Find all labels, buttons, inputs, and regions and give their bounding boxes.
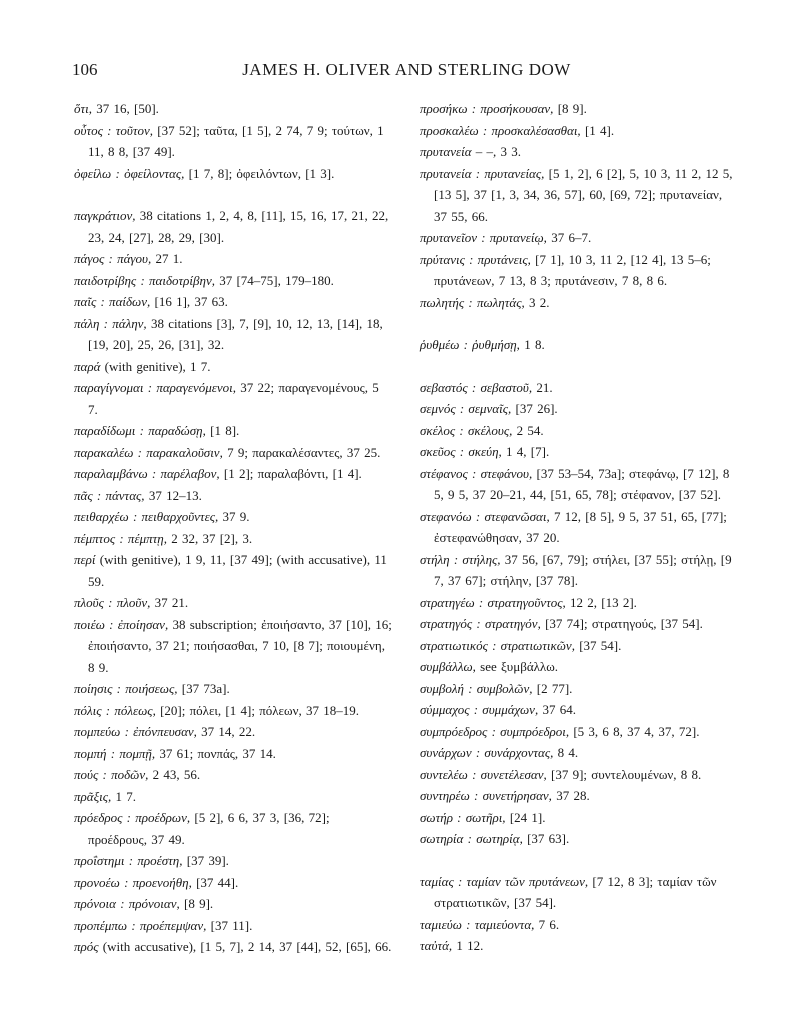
index-entry xyxy=(420,420,738,442)
index-entry xyxy=(74,248,392,270)
entry-headword: παρακαλέω : παρακαλοῦσιν, xyxy=(74,444,223,460)
entry-references: 37 28. xyxy=(551,788,590,803)
entry-headword: προΐστημι : προέστη, xyxy=(74,853,183,868)
entry-references: 37 6–7. xyxy=(546,230,592,245)
entry-headword: συμπρόεδρος : συμπρόεδροι, xyxy=(420,723,570,739)
index-entry xyxy=(420,398,738,420)
index-entry xyxy=(420,292,738,314)
index-entry xyxy=(74,592,392,614)
index-entry xyxy=(74,120,392,163)
index-entry xyxy=(74,614,392,679)
entry-headword: πόλις : πόλεως, xyxy=(74,702,156,718)
entry-references: (with genitive), 1 7. xyxy=(100,358,211,374)
index-entry xyxy=(420,592,738,614)
entry-references: 2 32, 37 [2], 3. xyxy=(166,530,253,546)
entry-references: 38 citations 1, 2, 4, 8, [11], 15, 16, 17, 21, 22, 23, 24, [27], 28, 29, [30]. xyxy=(88,208,389,245)
index-entry xyxy=(420,635,738,657)
index-entry xyxy=(420,914,738,936)
index-entry xyxy=(420,334,738,356)
index-entry xyxy=(74,420,392,442)
entry-references: [20]; πόλει, [1 4]; πόλεων, 37 18–19. xyxy=(155,702,359,718)
entry-headword: πρυτανεῖον : πρυτανείῳ, xyxy=(420,230,547,245)
index-entry xyxy=(74,528,392,550)
entry-references: [37 11]. xyxy=(206,917,253,933)
entry-headword: προσήκω : προσήκουσαν, xyxy=(420,101,554,116)
entry-references: [37 74]; στρατηγούς, [37 54]. xyxy=(540,616,703,631)
entry-headword: πᾶς : πάντας, xyxy=(74,487,145,503)
entry-headword: ταμιεύω : ταμιεύοντα, xyxy=(420,916,535,932)
index-entry xyxy=(420,699,738,721)
entry-headword: στρατιωτικός : στρατιωτικῶν, xyxy=(420,637,575,653)
entry-headword: ὅτι, xyxy=(74,101,93,116)
entry-references: [5 1, 2], 6 [2], 5, 10 3, 11 2, 12 5, [13 5], 37 [1, 3, 34, 36, 57], 60, [69, 72]; πρυτανείαν, 37 55, 66. xyxy=(434,165,733,224)
entry-headword: πρύτανις : πρυτάνεις, xyxy=(420,251,531,267)
entry-headword: παραδίδωμι : παραδώσῃ, xyxy=(74,423,206,438)
entry-headword: πέμπτος : πέμπτῃ, xyxy=(74,530,167,546)
entry-headword: ταμίας : ταμίαν τῶν πρυτάνεων, xyxy=(420,873,589,889)
page-header xyxy=(72,60,741,86)
entry-headword: συνάρχων : συνάρχοντας, xyxy=(420,745,554,760)
entry-references: [24 1]. xyxy=(505,809,546,825)
index-entry xyxy=(420,807,738,829)
entry-references: 1 12. xyxy=(452,938,484,953)
index-entry xyxy=(420,742,738,764)
entry-headword: ταὐτά, xyxy=(420,938,453,953)
index-entry xyxy=(74,936,392,958)
entry-references: 37 [74–75], 179–180. xyxy=(214,272,334,288)
entry-references: 37 9. xyxy=(218,509,250,524)
entry-references: [37 63]. xyxy=(522,831,570,846)
index-entry xyxy=(74,700,392,722)
entry-references: 37 14, 22. xyxy=(196,724,256,739)
entry-headword: συμβολή : συμβολῶν, xyxy=(420,680,533,696)
index-entry xyxy=(74,721,392,743)
index-entry xyxy=(420,721,738,743)
index-entry xyxy=(74,807,392,850)
entry-references: [1 8]. xyxy=(205,423,240,438)
entry-references: [7 1], 10 3, 11 2, [12 4], 13 5–6; πρυτάνεων, 7 13, 8 3; πρυτάνεσιν, 7 8, 8 6. xyxy=(434,251,711,288)
entry-references: [8 9]. xyxy=(179,896,214,911)
entry-references: [7 12, 8 3]; ταμίαν τῶν στρατιωτικῶν, [37 54]. xyxy=(434,873,717,910)
entry-references: [37 53–54, 73a]; στεφάνῳ, [7 12], 8 5, 9 5, 37 20–21, 44, [51, 65, 78]; στέφανον, [37 52]. xyxy=(434,465,730,502)
section-gap xyxy=(420,313,738,334)
index-entry xyxy=(420,613,738,635)
entry-references: [1 2]; παραλαβόντι, [1 4]. xyxy=(219,466,362,481)
index-entry xyxy=(74,463,392,485)
entry-references: 37 22; παραγενομένους, 5 7. xyxy=(88,380,379,417)
page-number: 106 xyxy=(72,60,98,79)
index-entry xyxy=(420,828,738,850)
index-entry xyxy=(420,98,738,120)
entry-headword: πομπεύω : ἐπόνπευσαν, xyxy=(74,724,197,739)
entry-references: [8 9]. xyxy=(553,101,587,116)
index-entry xyxy=(74,506,392,528)
index-entry xyxy=(420,935,738,957)
entry-headword: ποιέω : ἐποίησαν, xyxy=(74,616,169,632)
index-entry xyxy=(74,786,392,808)
index-entry xyxy=(420,506,738,549)
entry-references: 2 43, 56. xyxy=(148,767,201,782)
entry-headword: πρός xyxy=(74,939,99,954)
entry-headword: πομπή : πομπῇ, xyxy=(74,745,156,761)
entry-references: [37 26]. xyxy=(511,401,558,416)
index-entry xyxy=(74,205,392,248)
entry-references: 1 8. xyxy=(519,337,545,352)
entry-references: [37 39]. xyxy=(182,853,229,868)
index-entry xyxy=(74,850,392,872)
index-entry xyxy=(420,678,738,700)
index-entry xyxy=(74,356,392,378)
entry-headword: πλοῦς : πλοῦν, xyxy=(74,595,151,610)
index-entry xyxy=(420,764,738,786)
entry-headword: πειθαρχέω : πειθαρχοῦντες, xyxy=(74,509,219,524)
entry-headword: πούς : ποδῶν, xyxy=(74,767,149,782)
entry-references: 1 7. xyxy=(111,788,137,804)
entry-headword: συμβάλλω, xyxy=(420,659,476,674)
entry-headword: σκέλος : σκέλους, xyxy=(420,422,513,438)
entry-references: see ξυμβάλλω. xyxy=(475,659,559,674)
entry-references: [5 3, 6 8, 37 4, 37, 72]. xyxy=(569,723,700,739)
index-column-right xyxy=(420,98,738,957)
index-entry xyxy=(74,163,392,185)
entry-headword: σωτήρ : σωτῆρι, xyxy=(420,809,506,825)
entry-headword: προπέμπω : προέπεμψαν, xyxy=(74,917,207,933)
entry-references: 21. xyxy=(532,379,553,395)
entry-headword: πάλη : πάλην, xyxy=(74,315,147,331)
entry-headword: περί xyxy=(74,552,96,567)
index-entry xyxy=(420,785,738,807)
index-entry xyxy=(74,915,392,937)
entry-headword: ὀφείλω : ὀφείλοντας, xyxy=(74,165,185,181)
index-entry xyxy=(74,291,392,313)
entry-headword: παρά xyxy=(74,358,101,374)
entry-headword: σύμμαχος : συμμάχων, xyxy=(420,702,539,717)
index-entry xyxy=(420,377,738,399)
entry-headword: στήλη : στήλης, xyxy=(420,551,501,567)
entry-references: 3 2. xyxy=(524,294,550,310)
index-entry xyxy=(74,485,392,507)
entry-references: 38 citations [3], 7, [9], 10, 12, 13, [14], 18, [19, 20], 25, 26, [31], 32. xyxy=(88,315,383,352)
index-entry xyxy=(74,893,392,915)
entry-references: 37 12–13. xyxy=(144,487,202,503)
entry-references: [16 1], 37 63. xyxy=(150,294,228,309)
entry-references: 37 61; πονπάς, 37 14. xyxy=(155,745,276,761)
index-entry xyxy=(74,313,392,356)
entry-headword: παῖς : παίδων, xyxy=(74,294,151,309)
index-entry xyxy=(74,678,392,700)
entry-references: 37 64. xyxy=(538,702,576,717)
index-entry xyxy=(74,377,392,420)
entry-references: 3 3. xyxy=(496,144,522,159)
index-entry xyxy=(420,549,738,592)
entry-headword: ποίησις : ποιήσεως, xyxy=(74,681,178,696)
index-column-left xyxy=(74,98,392,958)
entry-headword: σεμνός : σεμναῖς, xyxy=(420,401,512,416)
entry-references: [37 44]. xyxy=(191,874,239,890)
entry-references: [5 2], 6 6, 37 3, [36, 72]; προέδρους, 37 49. xyxy=(88,810,330,847)
entry-headword: πρόεδρος : προέδρων, xyxy=(74,810,191,825)
index-entry xyxy=(74,743,392,765)
entry-references: 7 12, [8 5], 9 5, 37 51, 65, [77]; ἐστεφανώθησαν, 37 20. xyxy=(434,508,727,545)
entry-references: [37 9]; συντελουμένων, 8 8. xyxy=(546,766,702,782)
index-entry xyxy=(420,163,738,228)
index-entry xyxy=(74,549,392,592)
entry-references: 38 subscription; ἐποιήσαντο, 37 [10], 16; ἐποιήσαντο, 37 21; ποιήσασθαι, 7 10, [8 7]; ποιουμένη, 8 9. xyxy=(88,616,392,675)
entry-references: 12 2, [13 2]. xyxy=(565,594,637,610)
entry-headword: στεφανόω : στεφανῶσαι, xyxy=(420,508,550,524)
index-entry xyxy=(74,98,392,120)
entry-references: [1 7, 8]; ὀφειλόντων, [1 3]. xyxy=(184,165,335,181)
entry-headword: στρατηγός : στρατηγόν, xyxy=(420,616,541,631)
entry-headword: πρᾶξις, xyxy=(74,788,112,804)
index-entry xyxy=(420,463,738,506)
entry-headword: οὗτος : τοῦτον, xyxy=(74,122,154,138)
index-entry xyxy=(420,120,738,142)
index-entry xyxy=(420,141,738,163)
entry-references: (with accusative), [1 5, 7], 2 14, 37 [44], 52, [65], 66. xyxy=(98,939,392,954)
entry-references: 27 1. xyxy=(151,251,183,266)
index-entry xyxy=(420,227,738,249)
entry-references: 37 56, [67, 79]; στήλει, [37 55]; στήλῃ, [9 7, 37 67]; στήλην, [37 78]. xyxy=(434,551,732,588)
index-entry xyxy=(420,249,738,292)
entry-references: (with genitive), 1 9, 11, [37 49]; (with accusative), 11 59. xyxy=(88,552,387,589)
entry-references: [37 54]. xyxy=(574,637,622,653)
entry-headword: πωλητής : πωλητάς, xyxy=(420,294,525,310)
entry-headword: προσκαλέω : προσκαλέσασθαι, xyxy=(420,122,581,138)
index-entry xyxy=(74,872,392,894)
entry-references: 8 4. xyxy=(553,745,579,760)
section-gap xyxy=(420,356,738,377)
entry-references: 37 21. xyxy=(150,595,189,610)
index-entry xyxy=(420,656,738,678)
entry-headword: ῥυθμέω : ῥυθμήσῃ, xyxy=(420,337,520,352)
entry-headword: συντηρέω : συνετήρησαν, xyxy=(420,788,552,803)
entry-references: [37 73a]. xyxy=(177,681,230,696)
index-entry xyxy=(420,441,738,463)
running-title: JAMES H. OLIVER AND STERLING DOW xyxy=(242,60,571,79)
entry-references: [37 52]; ταῦτα, [1 5], 2 74, 7 9; τούτων, 1 11, 8 8, [37 49]. xyxy=(88,122,384,159)
entry-references: [1 4]. xyxy=(580,122,615,138)
index-entry xyxy=(420,871,738,914)
entry-references: 1 4, [7]. xyxy=(501,444,550,459)
entry-references: 7 9; παρακαλέσαντες, 37 25. xyxy=(222,444,381,460)
entry-references: 7 6. xyxy=(534,916,560,932)
entry-headword: παραλαμβάνω : παρέλαβον, xyxy=(74,466,220,481)
entry-headword: στρατηγέω : στρατηγοῦντος, xyxy=(420,594,566,610)
entry-headword: παραγίγνομαι : παραγενόμενοι, xyxy=(74,380,237,395)
entry-headword: παιδοτρίβης : παιδοτρίβην, xyxy=(74,272,215,288)
index-entry xyxy=(74,442,392,464)
index-entry xyxy=(74,764,392,786)
entry-headword: πρυτανεία – –, xyxy=(420,144,497,159)
entry-headword: πρόνοια : πρόνοιαν, xyxy=(74,896,180,911)
entry-headword: προνοέω : προενοήθη, xyxy=(74,874,192,890)
entry-headword: σκεῦος : σκεύη, xyxy=(420,444,502,459)
entry-headword: πρυτανεία : πρυτανείας, xyxy=(420,165,545,181)
entry-references: [2 77]. xyxy=(532,680,573,696)
index-entry xyxy=(74,270,392,292)
entry-references: 2 54. xyxy=(512,422,544,438)
entry-headword: συντελέω : συνετέλεσαν, xyxy=(420,766,547,782)
entry-headword: σεβαστός : σεβαστοῦ, xyxy=(420,379,533,395)
section-gap xyxy=(420,850,738,871)
entry-references: 37 16, [50]. xyxy=(92,101,159,116)
section-gap xyxy=(74,184,392,205)
entry-headword: σωτηρία : σωτηρίᾳ, xyxy=(420,831,523,846)
entry-headword: στέφανος : στεφάνου, xyxy=(420,465,533,481)
entry-headword: πάγος : πάγου, xyxy=(74,251,152,266)
entry-headword: παγκράτιον, xyxy=(74,208,136,223)
